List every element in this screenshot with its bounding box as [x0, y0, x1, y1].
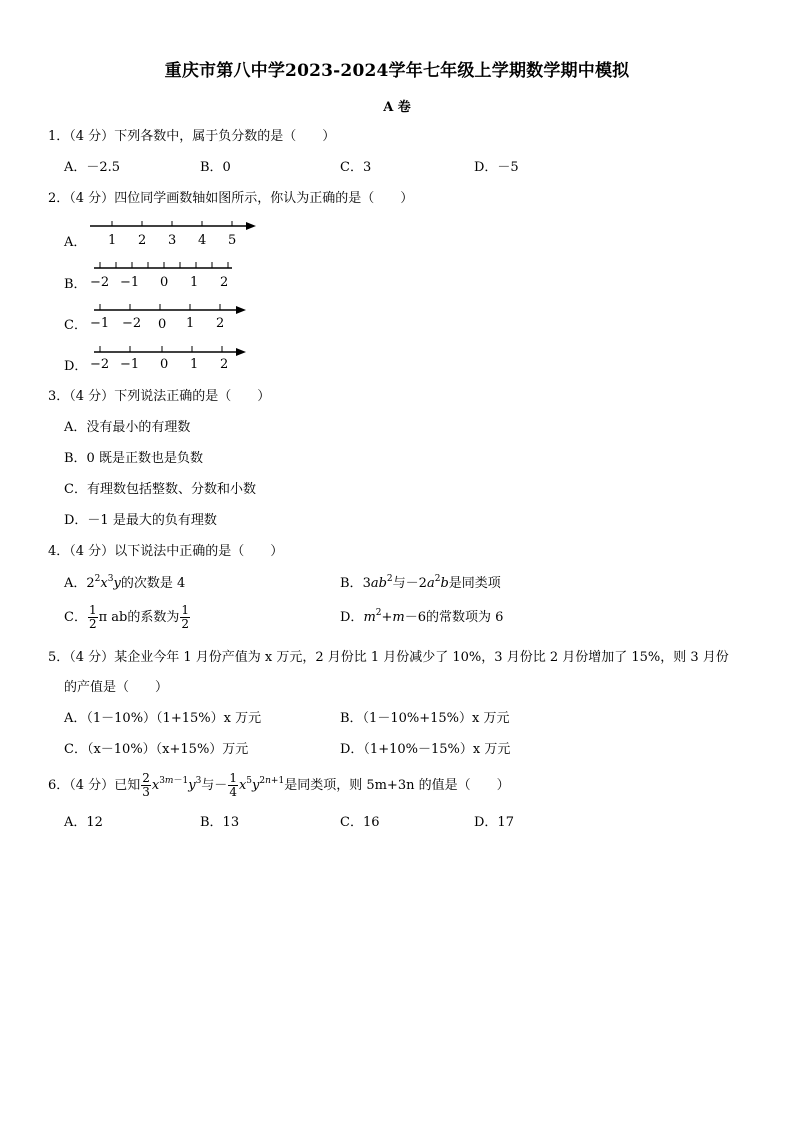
- question-3: [48, 388, 270, 406]
- option-b: B．0 既是正数也是负数: [64, 451, 203, 466]
- option-a: A．－2.5: [64, 160, 121, 175]
- math-expression: $3ab^2$: [362, 574, 393, 591]
- tick-label: 2: [220, 357, 229, 372]
- option-label: D．: [340, 610, 364, 625]
- option-c: [64, 604, 191, 631]
- question-score: （4 分）: [69, 389, 115, 404]
- option-text: 的常数项为 6: [426, 610, 504, 625]
- option-d: D．－1 是最大的负有理数: [64, 513, 217, 528]
- question-stem: 下列各数中，属于负分数的是（ ）: [114, 129, 336, 144]
- option-c: C．（x－10%）（x+15%）万元: [64, 742, 249, 757]
- option-a: A．: [64, 235, 87, 250]
- option-a: A．12: [64, 815, 103, 830]
- option-b: B．（1－10%+15%）x 万元: [340, 711, 510, 726]
- option-b: B．13: [200, 815, 240, 830]
- option-a: A．（1－10%）（1+15%）x 万元: [64, 711, 262, 726]
- option-a: [64, 575, 185, 593]
- option-b: [340, 575, 501, 593]
- question-stem: 以下说法中正确的是（ ）: [114, 544, 284, 559]
- tick-label: −2: [122, 316, 142, 331]
- tick-label: 0: [160, 357, 169, 372]
- number-line-a: [88, 218, 258, 230]
- question-score: （4 分）: [69, 778, 115, 793]
- fraction: $\frac{1}{2}$: [88, 603, 97, 631]
- math-expression: $x^5y^{2n+1}$: [238, 776, 285, 793]
- option-d: D．17: [474, 815, 514, 830]
- tick-label: 4: [198, 233, 207, 248]
- tick-label: 1: [190, 275, 199, 290]
- math-expression: $2a^2b$: [418, 574, 449, 591]
- option-b: B．0: [200, 160, 231, 175]
- option-d: D．－5: [474, 160, 519, 175]
- tick-label: −2: [90, 357, 110, 372]
- option-c: C．有理数包括整数、分数和小数: [64, 482, 256, 497]
- tick-label: 0: [160, 275, 169, 290]
- math-expression: $m^2+m-6$: [363, 608, 427, 625]
- question-2: [48, 190, 413, 208]
- question-stem-continued: 的产值是（ ）: [64, 680, 169, 695]
- question-number: 1．: [48, 129, 70, 144]
- option-text: 与－: [392, 576, 419, 591]
- tick-label: 1: [190, 357, 199, 372]
- page-title: 重庆市第八中学2023-2024学年七年级上学期数学期中模拟: [164, 61, 630, 81]
- math-expression: $2^2x^3y$: [86, 574, 121, 591]
- tick-label: 5: [228, 233, 237, 248]
- question-score: （4 分）: [69, 129, 115, 144]
- question-score: （4 分）: [69, 650, 115, 665]
- question-1: [48, 128, 335, 146]
- option-d: D．: [64, 359, 88, 374]
- option-label: B．: [340, 576, 363, 591]
- option-c: C．16: [340, 815, 380, 830]
- question-number: 5．: [48, 650, 70, 665]
- tick-label: −1: [120, 357, 140, 372]
- tick-label: 1: [186, 316, 195, 331]
- option-d: [340, 609, 503, 627]
- option-b: B．: [64, 277, 87, 292]
- number-line-d: [90, 344, 250, 356]
- tick-label: −1: [90, 316, 110, 331]
- question-stem: 四位同学画数轴如图所示，你认为正确的是（ ）: [114, 191, 414, 206]
- question-score: （4 分）: [69, 544, 115, 559]
- question-4: [48, 543, 283, 561]
- option-a: A．没有最小的有理数: [64, 420, 191, 435]
- fraction: $\frac{1}{4}$: [229, 771, 237, 799]
- option-d: D．（1+10%－15%）x 万元: [340, 742, 511, 757]
- question-score: （4 分）: [69, 191, 115, 206]
- fraction: $\frac{1}{2}$: [181, 603, 189, 631]
- tick-label: 1: [108, 233, 117, 248]
- number-line-c: [90, 302, 250, 314]
- tick-label: 2: [216, 316, 225, 331]
- question-stem: 与－: [201, 778, 228, 793]
- tick-label: 3: [168, 233, 177, 248]
- option-c: C．: [64, 318, 87, 333]
- tick-label: 2: [220, 275, 229, 290]
- question-stem: 某企业今年 1 月份产值为 x 万元，2 月份比 1 月份减少了 10%，3 月份比 2 月份增加了 15%，则 3 月份: [114, 650, 729, 665]
- question-5: [48, 649, 729, 667]
- question-number: 6．: [48, 778, 70, 793]
- question-stem: 已知: [114, 778, 141, 793]
- question-6: [48, 772, 510, 799]
- section-label: A 卷: [383, 100, 411, 115]
- math-expression: $x^{3m-1}y^3$: [151, 776, 202, 793]
- question-stem: 下列说法正确的是（ ）: [114, 389, 271, 404]
- question-number: 4．: [48, 544, 70, 559]
- option-text: 的次数是 4: [120, 576, 186, 591]
- fraction: $\frac{2}{3}$: [142, 771, 150, 799]
- number-line-b: [90, 260, 240, 272]
- tick-label: 0: [158, 317, 167, 332]
- option-c: C．3: [340, 160, 372, 175]
- option-text: 是同类项: [448, 576, 501, 591]
- option-label: C．: [64, 610, 87, 625]
- tick-label: −2: [90, 275, 110, 290]
- question-number: 3．: [48, 389, 70, 404]
- tick-label: −1: [120, 275, 140, 290]
- option-label: A．: [64, 576, 87, 591]
- question-stem: 是同类项，则 5m+3n 的值是（ ）: [284, 778, 510, 793]
- option-text: π ab的系数为: [98, 610, 180, 625]
- tick-label: 2: [138, 233, 147, 248]
- question-number: 2．: [48, 191, 70, 206]
